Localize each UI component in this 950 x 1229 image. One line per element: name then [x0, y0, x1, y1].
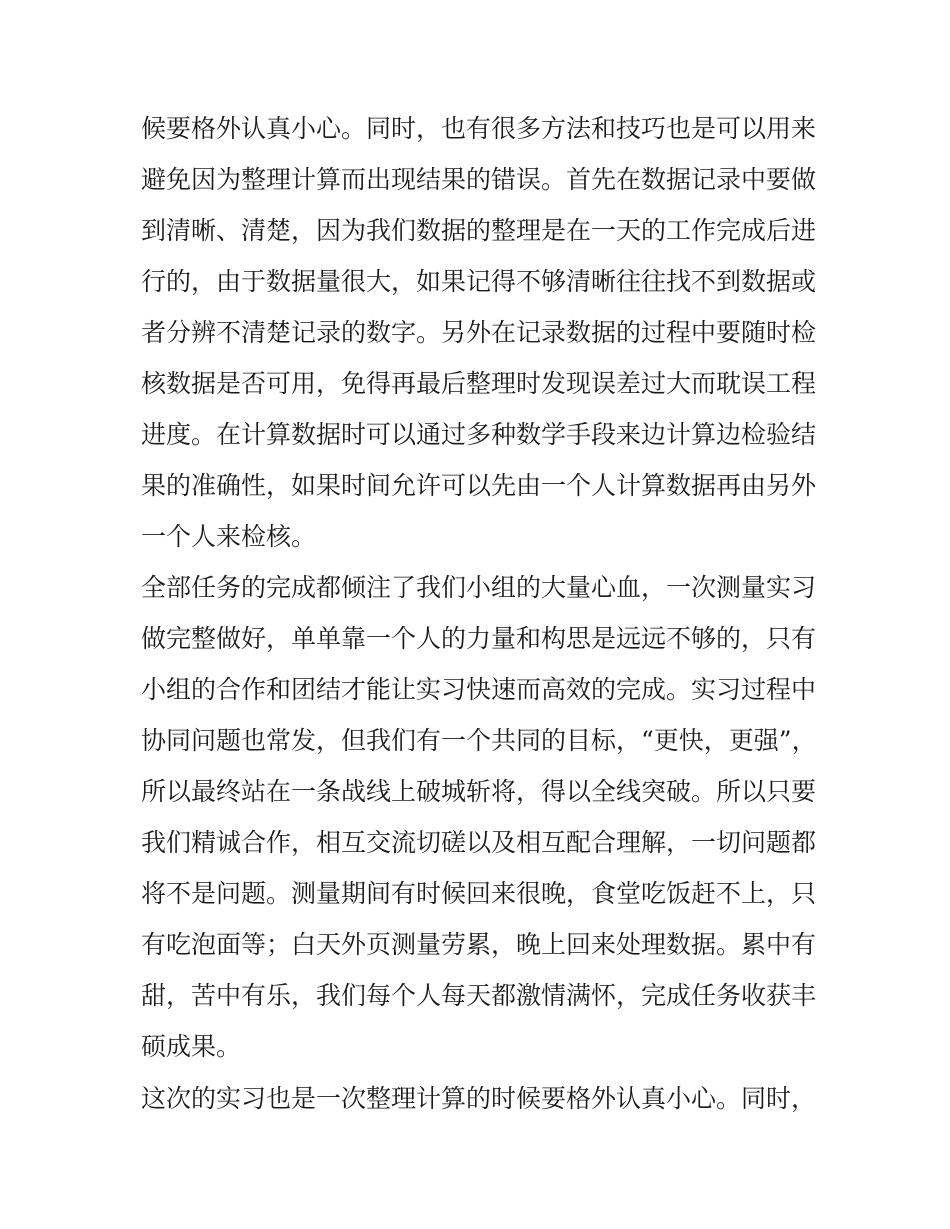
text-line: 一个人来检核。: [141, 522, 317, 551]
text-line: 避免因为整理计算而出现结果的错误。首先在数据记录中要做: [141, 165, 817, 194]
text-line: 小组的合作和团结才能让实习快速而高效的完成。实习过程中: [141, 675, 817, 704]
text-line: 全部任务的完成都倾注了我们小组的大量心血，一次测量实习: [141, 573, 817, 602]
text-line: 协同问题也常发，但我们有一个共同的目标，“更快，更强”，: [141, 726, 817, 755]
text-line: 所以最终站在一条战线上破城斩将，得以全线突破。所以只要: [141, 777, 817, 806]
text-line: 有吃泡面等；白天外页测量劳累，晚上回来处理数据。累中有: [141, 930, 817, 959]
text-line: 将不是问题。测量期间有时候回来很晚，食堂吃饭赶不上，只: [141, 879, 817, 908]
text-line: 做完整做好，单单靠一个人的力量和构思是远远不够的，只有: [141, 624, 817, 653]
text-line: 到清晰、清楚，因为我们数据的整理是在一天的工作完成后进: [141, 216, 817, 245]
text-line: 核数据是否可用，免得再最后整理时发现误差过大而耽误工程: [141, 369, 817, 398]
text-line: 果的准确性，如果时间允许可以先由一个人计算数据再由另外: [141, 471, 817, 500]
text-line: 行的，由于数据量很大，如果记得不够清晰往往找不到数据或: [141, 267, 817, 296]
text-line: 甜，苦中有乐，我们每个人每天都激情满怀，完成任务收获丰: [141, 981, 817, 1010]
text-line: 候要格外认真小心。同时，也有很多方法和技巧也是可以用来: [141, 114, 817, 143]
text-line: 者分辨不清楚记录的数字。另外在记录数据的过程中要随时检: [141, 318, 817, 347]
text-line: 这次的实习也是一次整理计算的时候要格外认真小心。同时，: [141, 1084, 817, 1113]
text-line: 硕成果。: [141, 1032, 242, 1061]
text-line: 进度。在计算数据时可以通过多种数学手段来边计算边检验结: [141, 420, 817, 449]
text-line: 我们精诚合作，相互交流切磋以及相互配合理解，一切问题都: [141, 828, 817, 857]
